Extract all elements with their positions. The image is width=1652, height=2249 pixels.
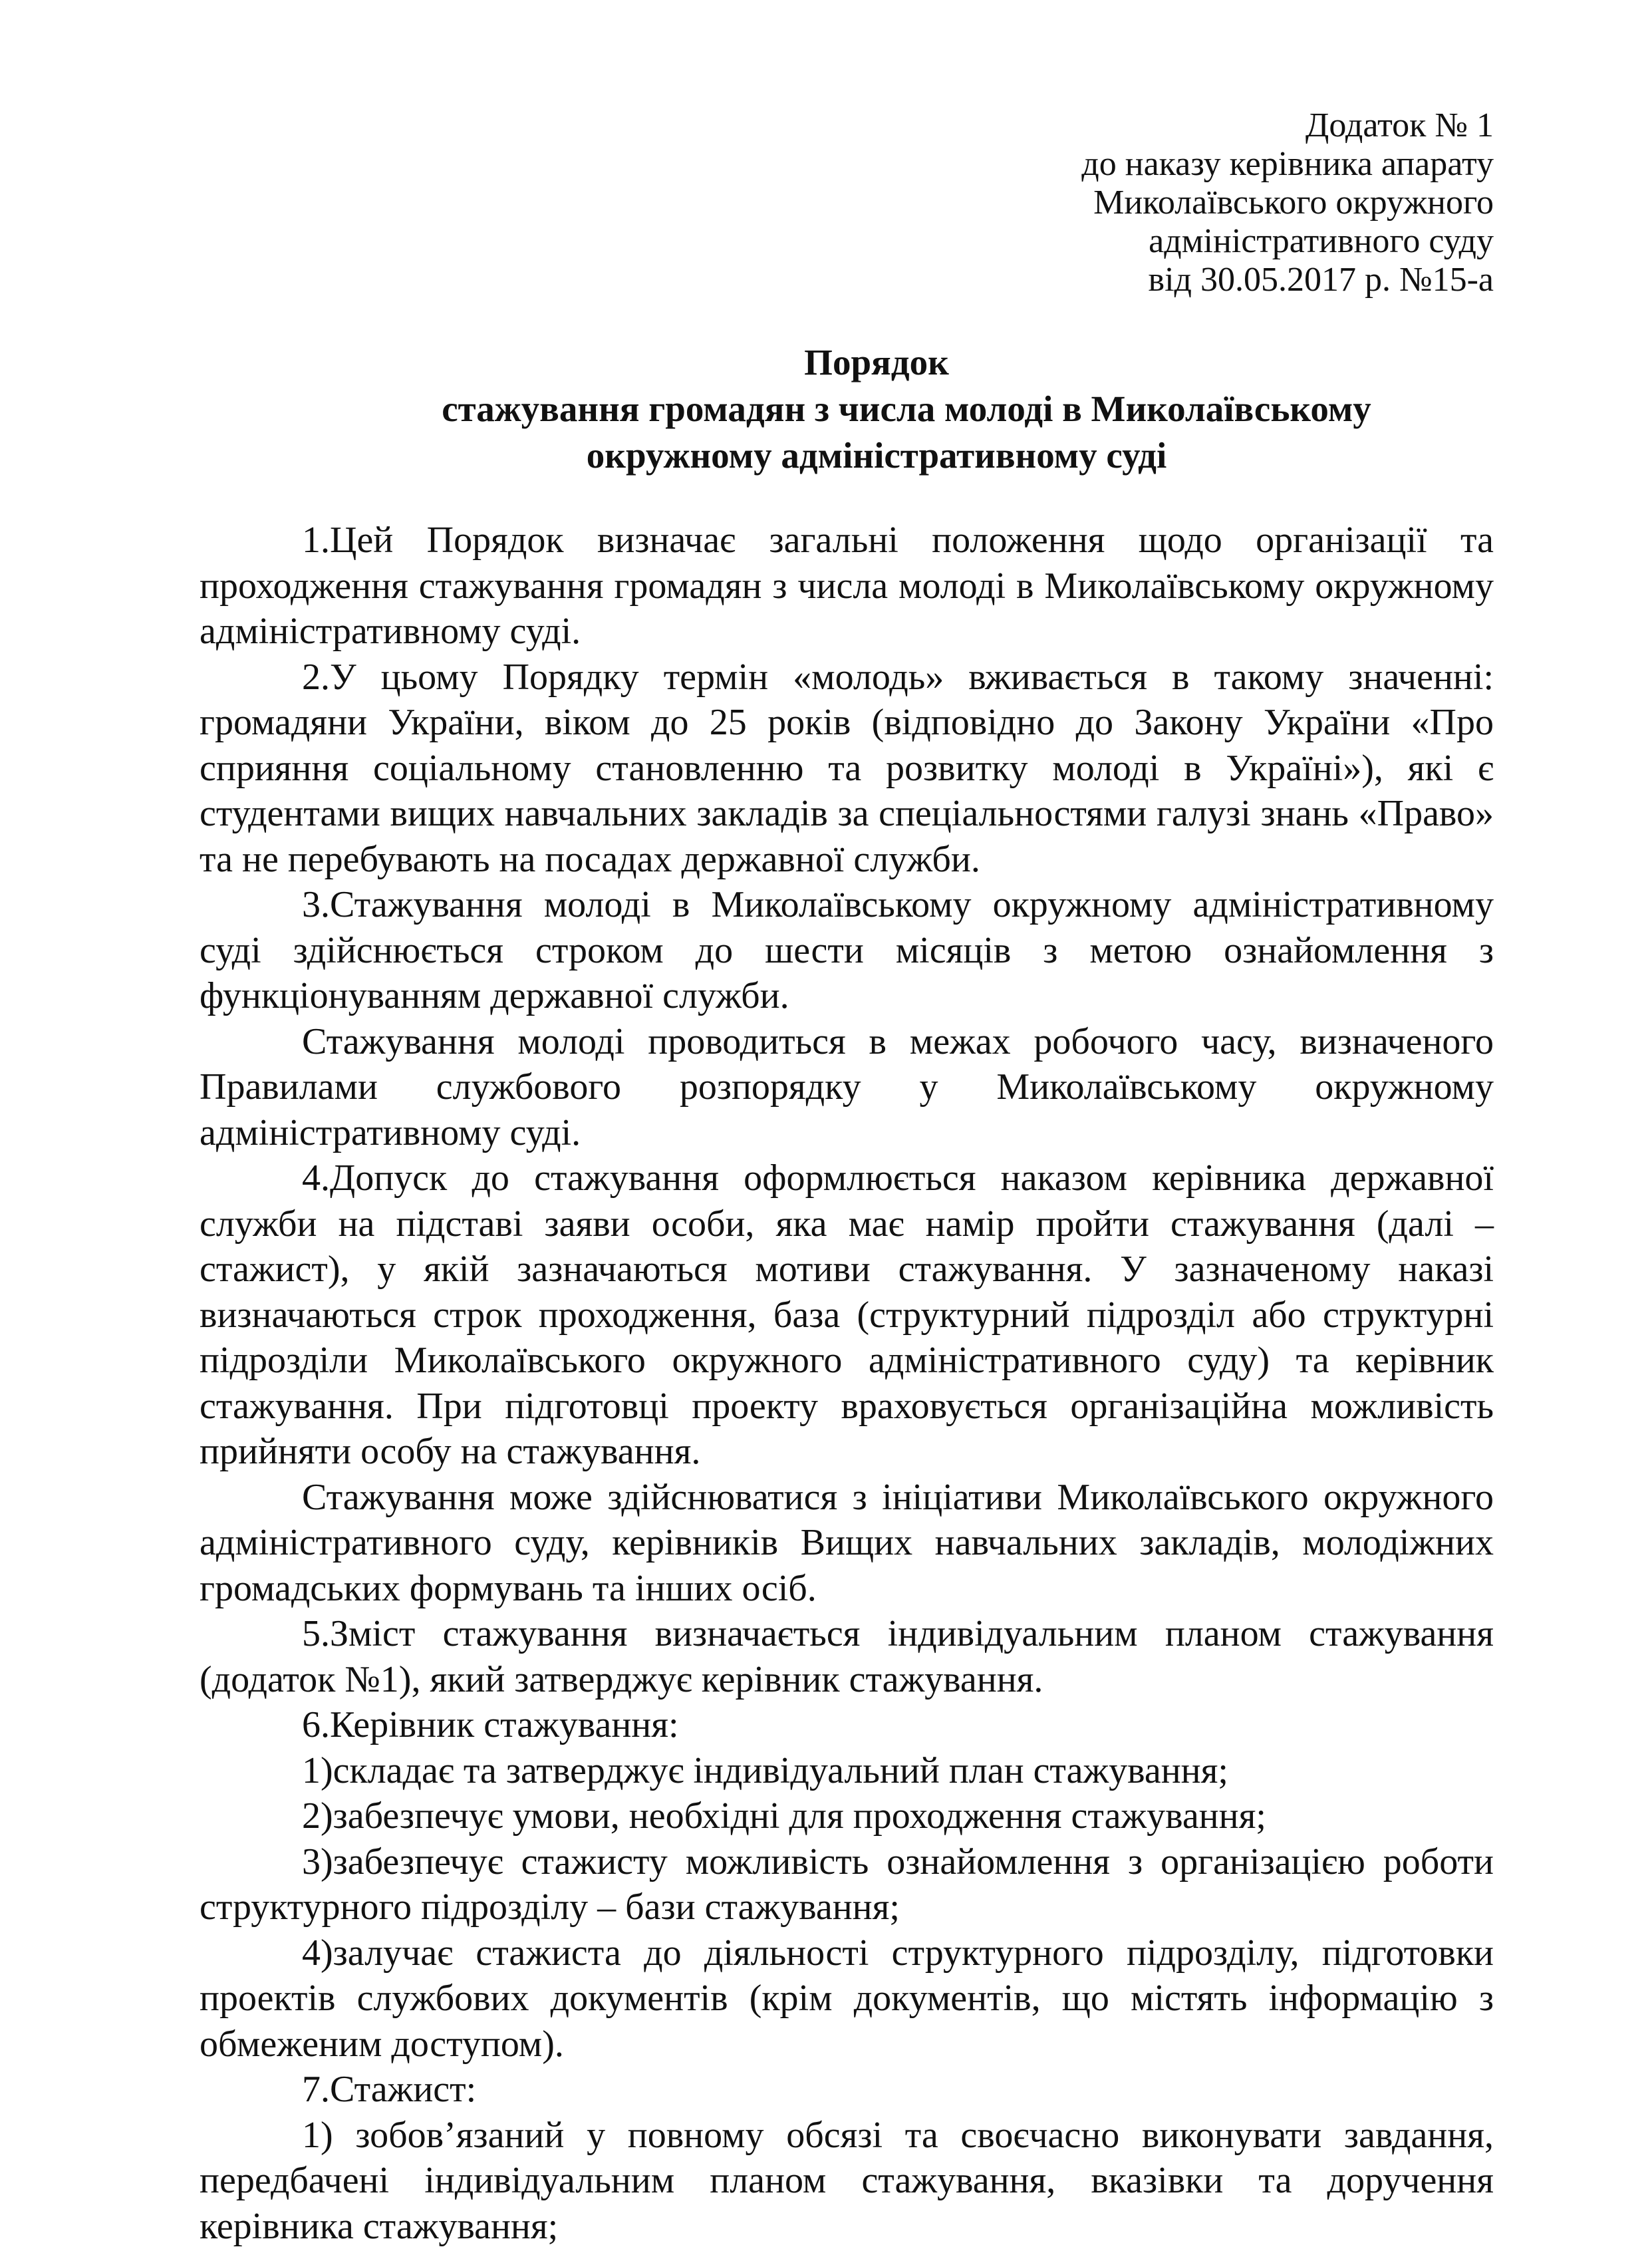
paragraph: Стажування молоді проводиться в межах робочого часу, визначеного Правилами службового розпорядку у Миколаївському окружному адміністративному суді. (200, 1019, 1494, 1156)
appendix-header (895, 106, 1494, 299)
title-line-2: стажування громадян з числа молоді в Миколаївському (319, 386, 1494, 432)
appendix-line: від 30.05.2017 р. №15-а (895, 261, 1494, 299)
paragraph: Стажування може здійснюватися з ініціативи Миколаївського окружного адміністративного суду, керівників Вищих навчальних закладів, молодіжних громадських формувань та інших осіб. (200, 1475, 1494, 1612)
title-line-3: окружному адміністративному суді (259, 432, 1494, 479)
title-line-1: Порядок (259, 339, 1494, 386)
paragraph: 3.Стажування молоді в Миколаївському окружному адміністративному суді здійснюється строком до шести місяців з метою ознайомлення з функціонуванням державної служби. (200, 882, 1494, 1019)
appendix-line: до наказу керівника апарату (895, 145, 1494, 184)
paragraph: 4)залучає стажиста до діяльності структурного підрозділу, підготовки проектів службових документів (крім документів, що містять інформацію з обмеженим доступом). (200, 1930, 1494, 2067)
paragraph: 2)забезпечує умови, необхідні для проходження стажування; (200, 1793, 1494, 1839)
document-title (200, 339, 1494, 479)
paragraph: 5.Зміст стажування визначається індивідуальним планом стажування (додаток №1), який затверджує керівник стажування. (200, 1611, 1494, 1702)
paragraph: 4.Допуск до стажування оформлюється наказом керівника державної служби на підставі заяви особи, яка має намір пройти стажування (далі – стажист), у якій зазначаються мотиви стажування. У зазначеному наказі визначаються строк проходження, база (структурний підрозділ або структурні підрозділи Миколаївського окружного адміністративного суду) та керівник стажування. При підготовці проекту враховується організаційна можливість прийняти особу на стажування. (200, 1155, 1494, 1475)
paragraph: 7.Стажист: (200, 2067, 1494, 2113)
appendix-line: Миколаївського окружного (895, 184, 1494, 222)
paragraph: 1.Цей Порядок визначає загальні положення щодо організації та проходження стажування громадян з числа молоді в Миколаївському окружному адміністративному суді. (200, 518, 1494, 655)
appendix-line: адміністративного суду (895, 222, 1494, 261)
paragraph: 6.Керівник стажування: (200, 1702, 1494, 1748)
document-body (200, 518, 1494, 2249)
paragraph: 1)складає та затверджує індивідуальний план стажування; (200, 1748, 1494, 1794)
paragraph: 3)забезпечує стажисту можливість ознайомлення з організацією роботи структурного підрозділу – бази стажування; (200, 1839, 1494, 1930)
paragraph: 2.У цьому Порядку термін «молодь» вживається в такому значенні: громадяни України, віком до 25 років (відповідно до Закону України «Про сприяння соціальному становленню та розвитку молоді в Україні»), які є студентами вищих навчальних закладів за спеціальностями галузі знань «Право» та не перебувають на посадах державної служби. (200, 655, 1494, 883)
appendix-line: Додаток № 1 (895, 106, 1494, 145)
paragraph: 1) зобов’язаний у повному обсязі та своєчасно виконувати завдання, передбачені індивідуальним планом стажування, вказівки та доручення керівника стажування; (200, 2113, 1494, 2249)
